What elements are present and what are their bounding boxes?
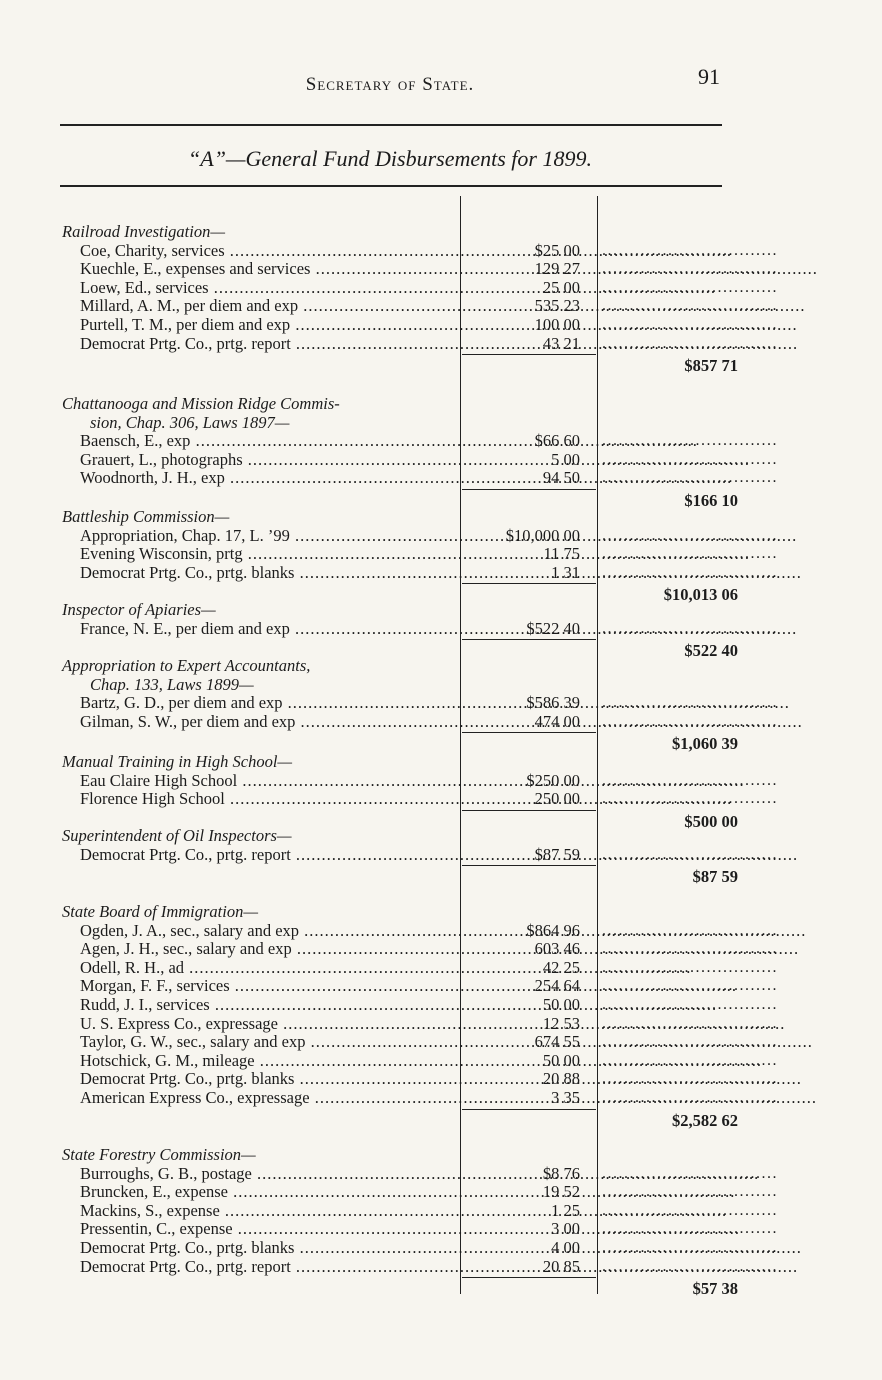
subtotal-rule [462,1109,596,1110]
line-item-label: Pressentin, C., expense ..... [80,1219,456,1238]
section-total: $2,582 62 [672,1110,738,1130]
column-divider-right [597,196,598,1294]
line-item-label: Democrat Prtg. Co., prtg. report ..... [80,1257,456,1276]
line-item-amount: 474 00 [534,711,580,731]
line-item-amount: 11 75 [543,544,580,564]
line-item-amount: 1 31 [551,562,580,582]
line-item-amount: 5 00 [551,449,580,469]
line-item-amount: $66 60 [534,431,580,451]
line-item-amount: 3 35 [551,1088,580,1107]
section-total: $87 59 [692,867,738,887]
line-item-label: Millard, A. M., per diem and exp ..... [80,296,456,315]
line-item-amount: 254 64 [534,976,580,996]
line-item-label: Burroughs, G. B., postage ..... [80,1164,456,1183]
leader-dots: ................................ [602,1089,778,1106]
line-item-label: Odell, R. H., ad ..... [80,958,456,977]
line-item-amount: 603 46 [534,939,580,959]
line-item-amount: 12 53 [542,1013,580,1033]
line-item-label: Baensch, E., exp ..... [80,431,456,450]
leader-dots: ................................ [602,1183,778,1201]
leader-dots: ................................ [602,563,778,581]
subtotal-rule [462,354,596,355]
line-item-label: Woodnorth, J. H., exp ..... [80,468,456,487]
leader-dots: ................................ [602,297,778,315]
line-item-amount: 4 00 [551,1238,580,1257]
leader-dots: ................................ [602,790,778,808]
line-item-amount: $25 00 [534,240,580,260]
line-item-label: Mackins, S., expense ..... [80,1201,456,1220]
subtotal-rule [462,639,596,640]
leader-dots: ................................ [602,545,778,563]
section-heading: Inspector of Apiaries— [62,600,216,619]
line-item-amount: $586 39 [526,693,580,713]
line-item-label: Evening Wisconsin, prtg ..... [80,544,456,563]
section-total: $522 40 [684,641,738,661]
line-item-label: Taylor, G. W., sec., salary and exp ..... [80,1032,456,1051]
subtotal-rule [462,865,596,866]
line-item-label: Purtell, T. M., per diem and exp ..... [80,315,456,334]
leader-dots: ................................ [602,526,778,544]
leader-dots: ................................ [602,260,778,278]
line-item-label: Grauert, L., photographs ..... [80,450,456,469]
leader-dots: ................................ [602,712,778,730]
line-item-amount: $10,000 00 [505,525,580,545]
line-item-amount: $8 76 [542,1163,580,1183]
line-item-label: Democrat Prtg. Co., prtg. report ..... [80,334,456,353]
line-item-label: Democrat Prtg. Co., prtg. blanks ..... [80,1238,456,1257]
line-item-amount: 129 27 [534,259,580,279]
line-item-amount: 3 00 [551,1219,580,1239]
leader-dots: ................................ [602,241,778,259]
line-item-label: U. S. Express Co., expressage ..... [80,1014,456,1033]
line-item-label: American Express Co., expressage ..... [80,1088,456,1107]
leader-dots: ................................ [602,921,778,939]
line-item-label: Eau Claire High School ..... [80,771,456,790]
line-item-label: Bartz, G. D., per diem and exp ..... [80,693,456,712]
leader-dots: ................................ [602,1201,778,1219]
leader-dots: ................................ [602,1257,778,1275]
line-item-amount: 20 85 [542,1256,580,1276]
section-heading: Chattanooga and Mission Ridge Commis- [62,394,340,413]
leader-dots: ................................ [602,1033,778,1051]
line-item-label: Democrat Prtg. Co., prtg. blanks ..... [80,1069,456,1088]
line-item-amount: 19 52 [542,1182,580,1202]
leader-dots: ................................ [602,469,778,487]
title-rule [60,185,722,187]
section-total: $500 00 [684,811,738,831]
line-item-label: France, N. E., per diem and exp ..... [80,619,456,638]
section-total: $57 38 [692,1279,738,1299]
leader-dots: ................................ [602,316,778,333]
line-item-amount: 94 50 [542,468,580,488]
leader-dots: ................................ [602,1164,778,1182]
line-item-amount: $87 59 [534,844,580,864]
leader-dots: ................................ [602,1220,778,1238]
page-number: 91 [698,64,720,89]
section-total: $10,013 06 [663,585,738,605]
line-item-label: Gilman, S. W., per diem and exp ..... [80,712,456,731]
line-item-amount: $864 96 [526,920,580,940]
section-heading: State Forestry Commission— [62,1145,256,1164]
line-item-amount: 50 00 [542,1050,580,1070]
line-item-amount: 250 00 [534,789,580,809]
leader-dots: ................................ [602,1051,778,1069]
leader-dots: ................................ [602,1070,778,1088]
line-item-label: Kuechle, E., expenses and services ..... [80,259,456,278]
leader-dots: ................................ [602,1014,778,1032]
column-divider-left [460,196,461,1294]
line-item-amount: 674 55 [534,1032,580,1052]
line-item-amount: 25 00 [542,277,580,297]
top-rule [60,124,722,126]
line-item-label: Democrat Prtg. Co., prtg. report ..... [80,845,456,864]
leader-dots: ................................ [602,334,778,352]
line-item-label: Agen, J. H., sec., salary and exp ..... [80,939,456,958]
section-heading: Superintendent of Oil Inspectors— [62,826,292,845]
leader-dots: ................................ [602,958,778,976]
line-item-label: Democrat Prtg. Co., prtg. blanks ..... [80,563,456,582]
line-item-label: Morgan, F. F., services ..... [80,976,456,995]
line-item-label: Coe, Charity, services ..... [80,241,456,260]
section-total: $166 10 [684,491,738,510]
line-item-amount: $250 00 [526,770,580,790]
line-item-label: Hotschick, G. M., mileage ..... [80,1051,456,1070]
section-heading: Appropriation to Expert Accountants, [62,656,311,675]
line-item-amount: 50 00 [542,995,580,1014]
section-total: $857 71 [684,356,738,376]
leader-dots: ................................ [602,278,778,296]
leader-dots: ................................ [602,432,778,450]
subtotal-rule [462,489,596,490]
subtotal-rule [462,810,596,811]
line-item-amount: $522 40 [526,618,580,638]
leader-dots: ................................ [602,940,778,958]
section-heading: Chap. 133, Laws 1899— [90,674,254,694]
section-heading: Battleship Commission— [62,507,230,526]
leader-dots: ................................ [602,450,778,468]
line-item-label: Ogden, J. A., sec., salary and exp ..... [80,921,456,940]
line-item-label: Loew, Ed., services ..... [80,278,456,297]
line-item-amount: 1 25 [551,1200,580,1220]
section-heading: sion, Chap. 306, Laws 1897— [90,412,290,432]
section-heading: Railroad Investigation— [62,222,226,241]
leader-dots: ................................ [602,1239,778,1256]
leader-dots: ................................ [602,845,778,863]
line-item-amount: 535 23 [534,296,580,316]
leader-dots: ................................ [602,977,778,995]
leader-dots: ................................ [602,771,778,789]
subtotal-rule [462,1277,596,1278]
running-header-title: Secretary of State. [305,74,475,95]
section-total: $1,060 39 [672,734,738,754]
section-heading: Manual Training in High School— [62,752,293,771]
line-item-label: Rudd, J. I., services ..... [80,995,456,1014]
subtotal-rule [462,583,596,584]
line-item-amount: 42 25 [542,957,580,977]
line-item-label: Appropriation, Chap. 17, L. ’99 ..... [80,526,456,545]
line-item-label: Florence High School ..... [80,789,456,808]
line-item-amount: 43 21 [542,333,580,353]
table-title: “A”—General Fund Disbursements for 1899. [188,146,592,171]
line-item-label: Bruncken, E., expense ..... [80,1182,456,1201]
leader-dots: ................................ [602,619,778,637]
leader-dots: ................................ [602,694,778,712]
leader-dots: ................................ [602,996,778,1013]
line-item-amount: 20 88 [542,1069,580,1089]
line-item-amount: 100 00 [534,315,580,334]
section-heading: State Board of Immigration— [62,902,259,921]
subtotal-rule [462,732,596,733]
